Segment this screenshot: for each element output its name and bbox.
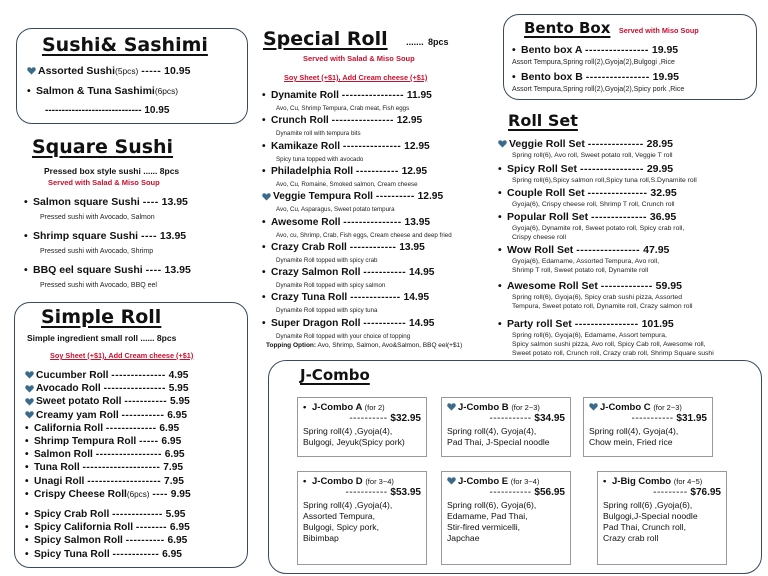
- item-name: Shrimp Tempura Roll: [34, 436, 137, 447]
- item-name: Spicy Salmon Roll: [34, 535, 123, 547]
- section-title: J-Combo: [300, 366, 370, 384]
- item-price: 6.95: [159, 422, 180, 434]
- bullet-icon: •: [25, 462, 29, 474]
- item-name: Spicy California Roll: [34, 522, 134, 534]
- bullet-icon: •: [498, 244, 502, 256]
- menu-item: [498, 211, 676, 223]
- roll-set-title: Roll Set: [508, 111, 578, 130]
- bullet-icon: •: [27, 85, 31, 97]
- item-description: Avo, Cu, Asparagus, Sweet potato tempura: [276, 206, 395, 214]
- jcombo-leader: -----------: [345, 487, 388, 498]
- item-description: Gyoja(6), Crispy cheese roll, Shrimp T roll, Crunch roll: [512, 201, 675, 208]
- item-description: Spring roll(6),Spicy salmon roll,Spicy tuna roll,S.Dynamite roll: [512, 177, 697, 184]
- bullet-icon: •: [512, 44, 516, 56]
- jcombo-card: [583, 397, 713, 457]
- item-leader: --------------------: [82, 462, 161, 474]
- item-price: 36.95: [649, 211, 677, 223]
- jcombo-leader: -----------: [489, 487, 532, 498]
- item-name: Super Dragon Roll: [271, 317, 361, 329]
- item-leader: -----------: [355, 165, 399, 177]
- item-price: 101.95: [641, 318, 674, 330]
- jcombo-title: [303, 402, 421, 413]
- subtitle-dots: ......: [140, 333, 155, 343]
- item-leader: ---------------: [343, 216, 402, 228]
- bullet-icon: •: [498, 211, 502, 223]
- item-leader: --------------: [111, 370, 166, 381]
- item-description: Dynamite Roll topped with spicy crab: [276, 256, 378, 264]
- item-name: Salmon square Sushi: [33, 196, 140, 208]
- bullet-icon: •: [25, 509, 29, 520]
- bullet-icon: •: [25, 535, 29, 547]
- item-price: 7.95: [164, 475, 184, 487]
- item-name: Tuna Roll: [34, 462, 80, 474]
- item-name: Salmon & Tuna Sashimi: [36, 85, 155, 97]
- title-qty: 8pcs: [428, 37, 449, 47]
- item-description: Spring roll(6), Gyoja(6), Spicy crab sushi pizza, Assorted Tempura, Sweet potato roll, Dynamite roll, Crazy salmon roll: [512, 294, 693, 310]
- heart-icon: [589, 402, 598, 410]
- jcombo-title: [603, 476, 721, 487]
- menu-item: [262, 191, 443, 202]
- item-price: 7.95: [163, 462, 184, 474]
- heart-icon: [447, 476, 456, 484]
- menu-item: [24, 230, 186, 242]
- item-price: 5.95: [168, 383, 189, 395]
- item-name: Avocado Roll: [36, 383, 101, 395]
- item-description: Avo, cu, Shrimp, Crab, Fish eggs, Cream cheese and deep fried: [276, 231, 452, 239]
- bullet-icon: •: [262, 115, 266, 127]
- bullet-icon: •: [24, 230, 28, 242]
- jcombo-price-line: [303, 487, 421, 498]
- jcombo-name: J-Combo A: [312, 402, 362, 413]
- jcombo-price: $31.95: [676, 413, 707, 424]
- jcombo-name: J-Combo E: [458, 476, 509, 487]
- jcombo-title: [447, 402, 565, 413]
- item-description: Avo, Cu, Shrimp Tempura, Crab meat, Fish eggs: [276, 105, 410, 112]
- item-qty: (6pcs): [126, 489, 150, 499]
- bullet-icon: •: [498, 318, 502, 330]
- item-price: 13.95: [161, 196, 188, 208]
- bullet-icon: •: [262, 140, 266, 152]
- jcombo-name: J-Big Combo: [612, 476, 672, 487]
- item-name: Crazy Tuna Roll: [271, 292, 348, 304]
- item-description: Dynamite Roll topped with your choice of topping: [276, 332, 411, 340]
- menu-item: [262, 267, 434, 278]
- topping-option: [266, 342, 462, 349]
- bullet-icon: •: [262, 267, 266, 279]
- item-price: 19.95: [651, 44, 679, 56]
- square-sushi-served: Served with Salad & Miso Soup: [48, 178, 160, 187]
- bullet-icon: •: [25, 488, 29, 500]
- bullet-icon: •: [25, 475, 29, 487]
- item-price: 10.95: [164, 65, 191, 77]
- item-name: Bento box B: [521, 71, 583, 83]
- heart-icon: [447, 402, 456, 410]
- item-description: Gyoja(6), Edamame, Assorted Tempura, Avo roll, Shrimp T roll, Sweet potato roll, Dynamite roll: [512, 258, 660, 274]
- item-name: Veggie Tempura Roll: [273, 191, 374, 203]
- item-name: Crunch Roll: [271, 115, 329, 127]
- item-description: Dynamite Roll topped with spicy salmon: [276, 282, 386, 290]
- item-price: 13.95: [159, 230, 187, 242]
- jcombo-card: [441, 471, 571, 565]
- square-sushi-subtitle: [44, 166, 179, 176]
- jcombo-serves: (for 3~4): [365, 477, 394, 486]
- menu-item: [25, 449, 185, 460]
- menu-item: [498, 244, 669, 256]
- subtitle-dots: ......: [143, 166, 158, 176]
- item-leader: -----: [139, 436, 159, 447]
- item-name: Dynamite Roll: [271, 90, 339, 101]
- item-price: 12.95: [417, 191, 444, 203]
- bullet-icon: •: [498, 187, 502, 199]
- menu-item: [24, 196, 188, 208]
- jcombo-contents: Spring roll(4), Gyoja(4), Chow mein, Fried rice: [589, 426, 679, 447]
- jcombo-contents: Spring roll(6), Gyoja(6), Edamame, Pad Thai, Stir-fired vermicelli, Japchae: [447, 500, 537, 543]
- item-qty: (5pcs): [115, 66, 139, 76]
- item-leader: ----------------: [585, 71, 650, 83]
- bento-served: Served with Miso Soup: [618, 26, 699, 35]
- menu-item: [27, 85, 178, 97]
- sashimi-price-line: ----------------------------- 10.95: [45, 105, 170, 116]
- item-leader: ----------------: [584, 44, 649, 56]
- item-price: 13.95: [164, 264, 191, 276]
- bullet-icon: •: [303, 476, 307, 487]
- bento-header: [524, 19, 699, 38]
- item-name: California Roll: [34, 422, 104, 434]
- item-leader: ------------: [349, 241, 397, 253]
- item-leader: -------------: [600, 280, 653, 292]
- subtitle-text: Pressed box style sushi: [44, 166, 141, 176]
- item-description: Pressed sushi with Avocado, Shrimp: [40, 248, 154, 255]
- heart-icon: [25, 410, 34, 418]
- item-leader: -----------: [363, 267, 407, 279]
- item-name: Veggie Roll Set: [509, 138, 585, 150]
- item-leader: -----: [141, 65, 162, 77]
- bento-box-section: [503, 14, 757, 100]
- item-name: Spicy Tuna Roll: [34, 548, 110, 560]
- menu-item: [262, 115, 422, 126]
- item-leader: -----------: [363, 317, 407, 329]
- item-price: 28.95: [646, 138, 673, 150]
- item-leader: ---------------: [342, 140, 402, 152]
- bullet-icon: •: [262, 165, 266, 177]
- bullet-icon: •: [25, 422, 29, 434]
- bullet-icon: •: [24, 196, 28, 208]
- jcombo-contents: Spring roll(4) ,Gyoja(4), Assorted Tempura, Bulgogi, Spicy pork, Bibimbap: [303, 500, 393, 543]
- menu-item: [25, 370, 188, 381]
- item-name: Awesome Roll: [271, 216, 341, 228]
- bullet-icon: •: [498, 163, 502, 175]
- item-description: Pressed sushi with Avocado, Salmon: [40, 214, 155, 221]
- menu-item: [262, 166, 427, 177]
- special-roll-options: Soy Sheet (+$1), Add Cream cheese (+$1): [284, 73, 428, 82]
- heart-icon: [498, 138, 507, 146]
- item-leader: ----------------: [576, 244, 641, 256]
- bullet-icon: •: [25, 449, 29, 461]
- item-name: Wow Roll Set: [507, 244, 574, 256]
- bullet-icon: •: [603, 476, 607, 487]
- item-leader: --------: [135, 522, 168, 534]
- jcombo-leader: ---------: [653, 487, 688, 498]
- item-name: BBQ eel square Sushi: [33, 264, 143, 276]
- bullet-icon: •: [303, 402, 307, 413]
- section-title: Simple Roll: [41, 306, 162, 328]
- menu-item: [25, 410, 187, 421]
- menu-item: [25, 436, 181, 447]
- menu-item: [498, 318, 674, 330]
- bullet-icon: •: [25, 522, 29, 534]
- item-leader: -------------------: [87, 475, 162, 487]
- item-qty: (6pcs): [154, 86, 179, 96]
- item-description: Pressed sushi with Avocado, BBQ eel: [40, 282, 157, 289]
- jcombo-price-line: [303, 413, 421, 424]
- item-leader: ----------: [375, 191, 415, 203]
- jcombo-leader: ----------: [349, 413, 388, 424]
- topping-label: Topping Option:: [266, 342, 317, 349]
- bullet-icon: •: [25, 548, 29, 560]
- menu-item: [27, 65, 190, 77]
- menu-item: [262, 90, 432, 101]
- menu-item: [25, 535, 187, 546]
- jcombo-leader: -----------: [489, 413, 532, 424]
- item-name: Party roll Set: [507, 318, 572, 330]
- item-name: Spicy Crab Roll: [34, 509, 110, 520]
- menu-item: [25, 522, 190, 533]
- item-leader: -----------------: [95, 449, 162, 461]
- item-price: 14.95: [408, 317, 435, 329]
- item-price: 13.95: [399, 241, 425, 253]
- item-leader: --------------: [587, 138, 644, 150]
- jcombo-serves: (for 2~3): [511, 403, 540, 412]
- section-title: Special Roll: [263, 28, 388, 50]
- menu-item: [25, 489, 191, 500]
- jcombo-price: $56.95: [534, 487, 565, 498]
- item-leader: ----------------: [574, 318, 639, 330]
- item-name: Salmon Roll: [34, 449, 93, 461]
- simple-roll-section: [14, 302, 248, 568]
- jcombo-card: [441, 397, 571, 457]
- jcombo-title: [447, 476, 565, 487]
- item-price: 32.95: [650, 187, 677, 199]
- item-leader: ----: [140, 230, 157, 242]
- item-price: 6.95: [169, 522, 190, 534]
- menu-item: [262, 141, 430, 152]
- item-price: 47.95: [643, 244, 670, 256]
- item-name: Popular Roll Set: [507, 211, 589, 223]
- jcombo-price-line: [589, 413, 707, 424]
- jcombo-card: [297, 397, 427, 457]
- item-description: Spicy tuna topped with avocado: [276, 155, 364, 163]
- menu-item: [498, 163, 673, 175]
- heart-icon: [25, 396, 34, 404]
- jcombo-price-line: [447, 413, 565, 424]
- item-leader: --------------: [591, 211, 647, 223]
- item-name: Crispy Cheese Roll: [34, 488, 127, 500]
- item-leader: ----------------: [331, 115, 394, 127]
- menu-item: [498, 138, 673, 150]
- jcombo-serves: (for 2~3): [653, 403, 682, 412]
- bullet-icon: •: [512, 71, 516, 83]
- menu-item: [25, 462, 183, 473]
- jcombo-name: J-Combo D: [312, 476, 363, 487]
- menu-item: [25, 549, 182, 560]
- item-description: Assort Tempura,Spring roll(2),Gyoja(2),Bulgogi ,Rice: [512, 59, 675, 66]
- item-leader: ----------------: [341, 90, 405, 101]
- item-leader: -------------: [105, 422, 157, 434]
- simple-roll-subtitle: [27, 333, 176, 343]
- item-leader: ----------------: [579, 163, 644, 175]
- item-name: Sweet potato Roll: [36, 396, 122, 408]
- item-name: Couple Roll Set: [507, 187, 585, 199]
- menu-item: [24, 264, 191, 276]
- item-leader: -------------: [112, 509, 163, 520]
- item-name: Kamikaze Roll: [271, 140, 341, 152]
- menu-item: [498, 187, 677, 199]
- item-name: Unagi Roll: [34, 475, 85, 487]
- item-description: Dynamite roll with tempura bits: [276, 130, 361, 138]
- sushi-sashimi-section: [16, 28, 248, 124]
- heart-icon: [25, 383, 34, 391]
- menu-item: [262, 292, 429, 303]
- item-leader: -------------: [350, 292, 401, 304]
- menu-item: [512, 44, 678, 56]
- item-price: 6.95: [162, 548, 182, 560]
- menu-item: [25, 383, 189, 394]
- jcombo-price: $53.95: [390, 487, 421, 498]
- square-sushi-title: Square Sushi: [32, 136, 174, 158]
- item-description: Spring roll(6), Gyoja(6), Edamame, Assort tempura, Spicy salmon sushi pizza, Avo roll, Spicy Cab roll, Awesome roll, Sweet potato roll, Crunch roll, Crazy crab roll, Shrimp Square sushi: [512, 332, 714, 357]
- item-leader: ----: [152, 488, 168, 500]
- section-title: Sushi& Sashimi: [42, 34, 208, 56]
- item-price: 12.95: [404, 140, 430, 152]
- section-title: Bento Box: [524, 19, 611, 37]
- item-name: Spicy Roll Set: [507, 163, 578, 175]
- item-leader: ----: [142, 196, 159, 208]
- subtitle-qty: 8pcs: [159, 166, 180, 176]
- item-name: Crazy Crab Roll: [271, 241, 347, 253]
- subtitle-qty: 8pcs: [156, 333, 177, 343]
- item-price: 13.95: [404, 216, 431, 228]
- bullet-icon: •: [24, 264, 28, 276]
- item-price: 11.95: [406, 90, 432, 101]
- topping-text: Avo, Shrimp, Salmon, Avo&Salmon, BBQ eel(+$1): [317, 342, 463, 349]
- jcombo-serves: (for 2): [364, 403, 385, 412]
- title-dots: .......: [406, 37, 424, 47]
- jcombo-title: [303, 476, 421, 487]
- bullet-icon: •: [25, 436, 29, 447]
- item-price: 9.95: [170, 488, 191, 500]
- bullet-icon: •: [262, 90, 266, 101]
- heart-icon: [25, 370, 34, 378]
- jcombo-card: [297, 471, 427, 565]
- item-name: Awesome Roll Set: [507, 280, 598, 292]
- item-price: 5.95: [169, 396, 190, 408]
- jcombo-name: J-Combo C: [600, 402, 651, 413]
- item-description: Assort Tempura,Spring roll(2),Gyoja(2),Spicy pork ,Rice: [512, 86, 685, 93]
- item-price: 6.95: [161, 436, 182, 447]
- menu-item: [25, 423, 179, 434]
- jcombo-serves: (for 4~5): [673, 477, 703, 486]
- item-price: 14.95: [408, 267, 435, 279]
- item-leader: ----------: [125, 535, 165, 547]
- item-name: Crazy Salmon Roll: [271, 267, 361, 279]
- item-price: 6.95: [164, 449, 185, 461]
- item-name: Creamy yam Roll: [36, 409, 119, 421]
- menu-item: [25, 396, 190, 407]
- bullet-icon: •: [262, 216, 266, 228]
- item-name: Cucumber Roll: [36, 370, 109, 381]
- item-name: Shrimp square Sushi: [33, 230, 139, 242]
- item-description: Avo, Cu, Romaine, Smoked salmon, Cream cheese: [276, 180, 418, 188]
- item-price: 6.95: [167, 535, 188, 547]
- bullet-icon: •: [262, 292, 266, 304]
- jcombo-price: $32.95: [390, 413, 421, 424]
- item-name: Bento box A: [521, 44, 583, 56]
- item-leader: -----------: [121, 409, 165, 421]
- item-description: Spring roll(6), Avo roll, Sweet potato roll, Veggie T roll: [512, 152, 673, 159]
- menu-item: [262, 217, 430, 228]
- item-leader: ----: [145, 264, 162, 276]
- menu-item: [262, 318, 434, 329]
- special-roll-served: Served with Salad & Miso Soup: [303, 54, 415, 63]
- menu-item: [512, 71, 679, 83]
- item-name: Assorted Sushi: [38, 65, 116, 77]
- jcombo-contents: Spring roll(6) ,Gyoja(6), Bulgogi,J-Special noodle Pad Thai, Crunch roll, Crazy crab roll: [603, 500, 698, 543]
- item-price: 6.95: [167, 409, 188, 421]
- bullet-icon: •: [262, 241, 266, 253]
- item-price: 12.95: [396, 115, 423, 127]
- jcombo-price: $76.95: [690, 487, 721, 498]
- menu-item: [262, 242, 425, 253]
- item-price: 29.95: [646, 163, 674, 175]
- item-price: 4.95: [168, 370, 189, 381]
- item-leader: ----------------: [103, 383, 166, 395]
- heart-icon: [262, 191, 271, 199]
- jcombo-serves: (for 3~4): [510, 477, 540, 486]
- item-price: 59.95: [655, 280, 682, 292]
- item-leader: ------------: [112, 548, 160, 560]
- jcombo-price-line: [447, 487, 565, 498]
- jcombo-leader: -----------: [631, 413, 674, 424]
- simple-roll-options: Soy Sheet (+$1), Add Cream cheese (+$1): [50, 351, 194, 360]
- item-description: Gyoja(6), Dynamite roll, Sweet potato roll, Spicy crab roll, Crispy cheese roll: [512, 225, 685, 241]
- item-name: Philadelphia Roll: [271, 165, 354, 177]
- item-price: 19.95: [652, 71, 679, 83]
- item-leader: -----------: [124, 396, 168, 408]
- item-leader: ---------------: [587, 187, 648, 199]
- special-roll-header: [263, 28, 449, 50]
- menu-item: [25, 509, 185, 520]
- jcombo-contents: Spring roll(4) ,Gyoja(4), Bulgogi, Jeyuk(Spicy pork): [303, 426, 405, 447]
- jcombo-price: $34.95: [534, 413, 565, 424]
- bullet-icon: •: [262, 317, 266, 329]
- bullet-icon: •: [498, 280, 502, 292]
- jcombo-section: [268, 360, 762, 574]
- heart-icon: [27, 65, 36, 73]
- item-description: Dynamite Roll topped with spicy tuna: [276, 307, 378, 315]
- menu-item: [498, 280, 682, 292]
- jcombo-name: J-Combo B: [458, 402, 509, 413]
- item-price: 12.95: [401, 165, 428, 177]
- jcombo-price-line: [603, 487, 721, 498]
- item-price: 14.95: [403, 292, 430, 304]
- jcombo-title: [589, 402, 707, 413]
- menu-item: [25, 476, 184, 487]
- subtitle-text: Simple ingredient small roll: [27, 333, 138, 343]
- item-price: 5.95: [165, 509, 186, 520]
- jcombo-contents: Spring roll(4), Gyoja(4), Pad Thai, J-Special noodle: [447, 426, 550, 447]
- jcombo-card: [597, 471, 727, 565]
